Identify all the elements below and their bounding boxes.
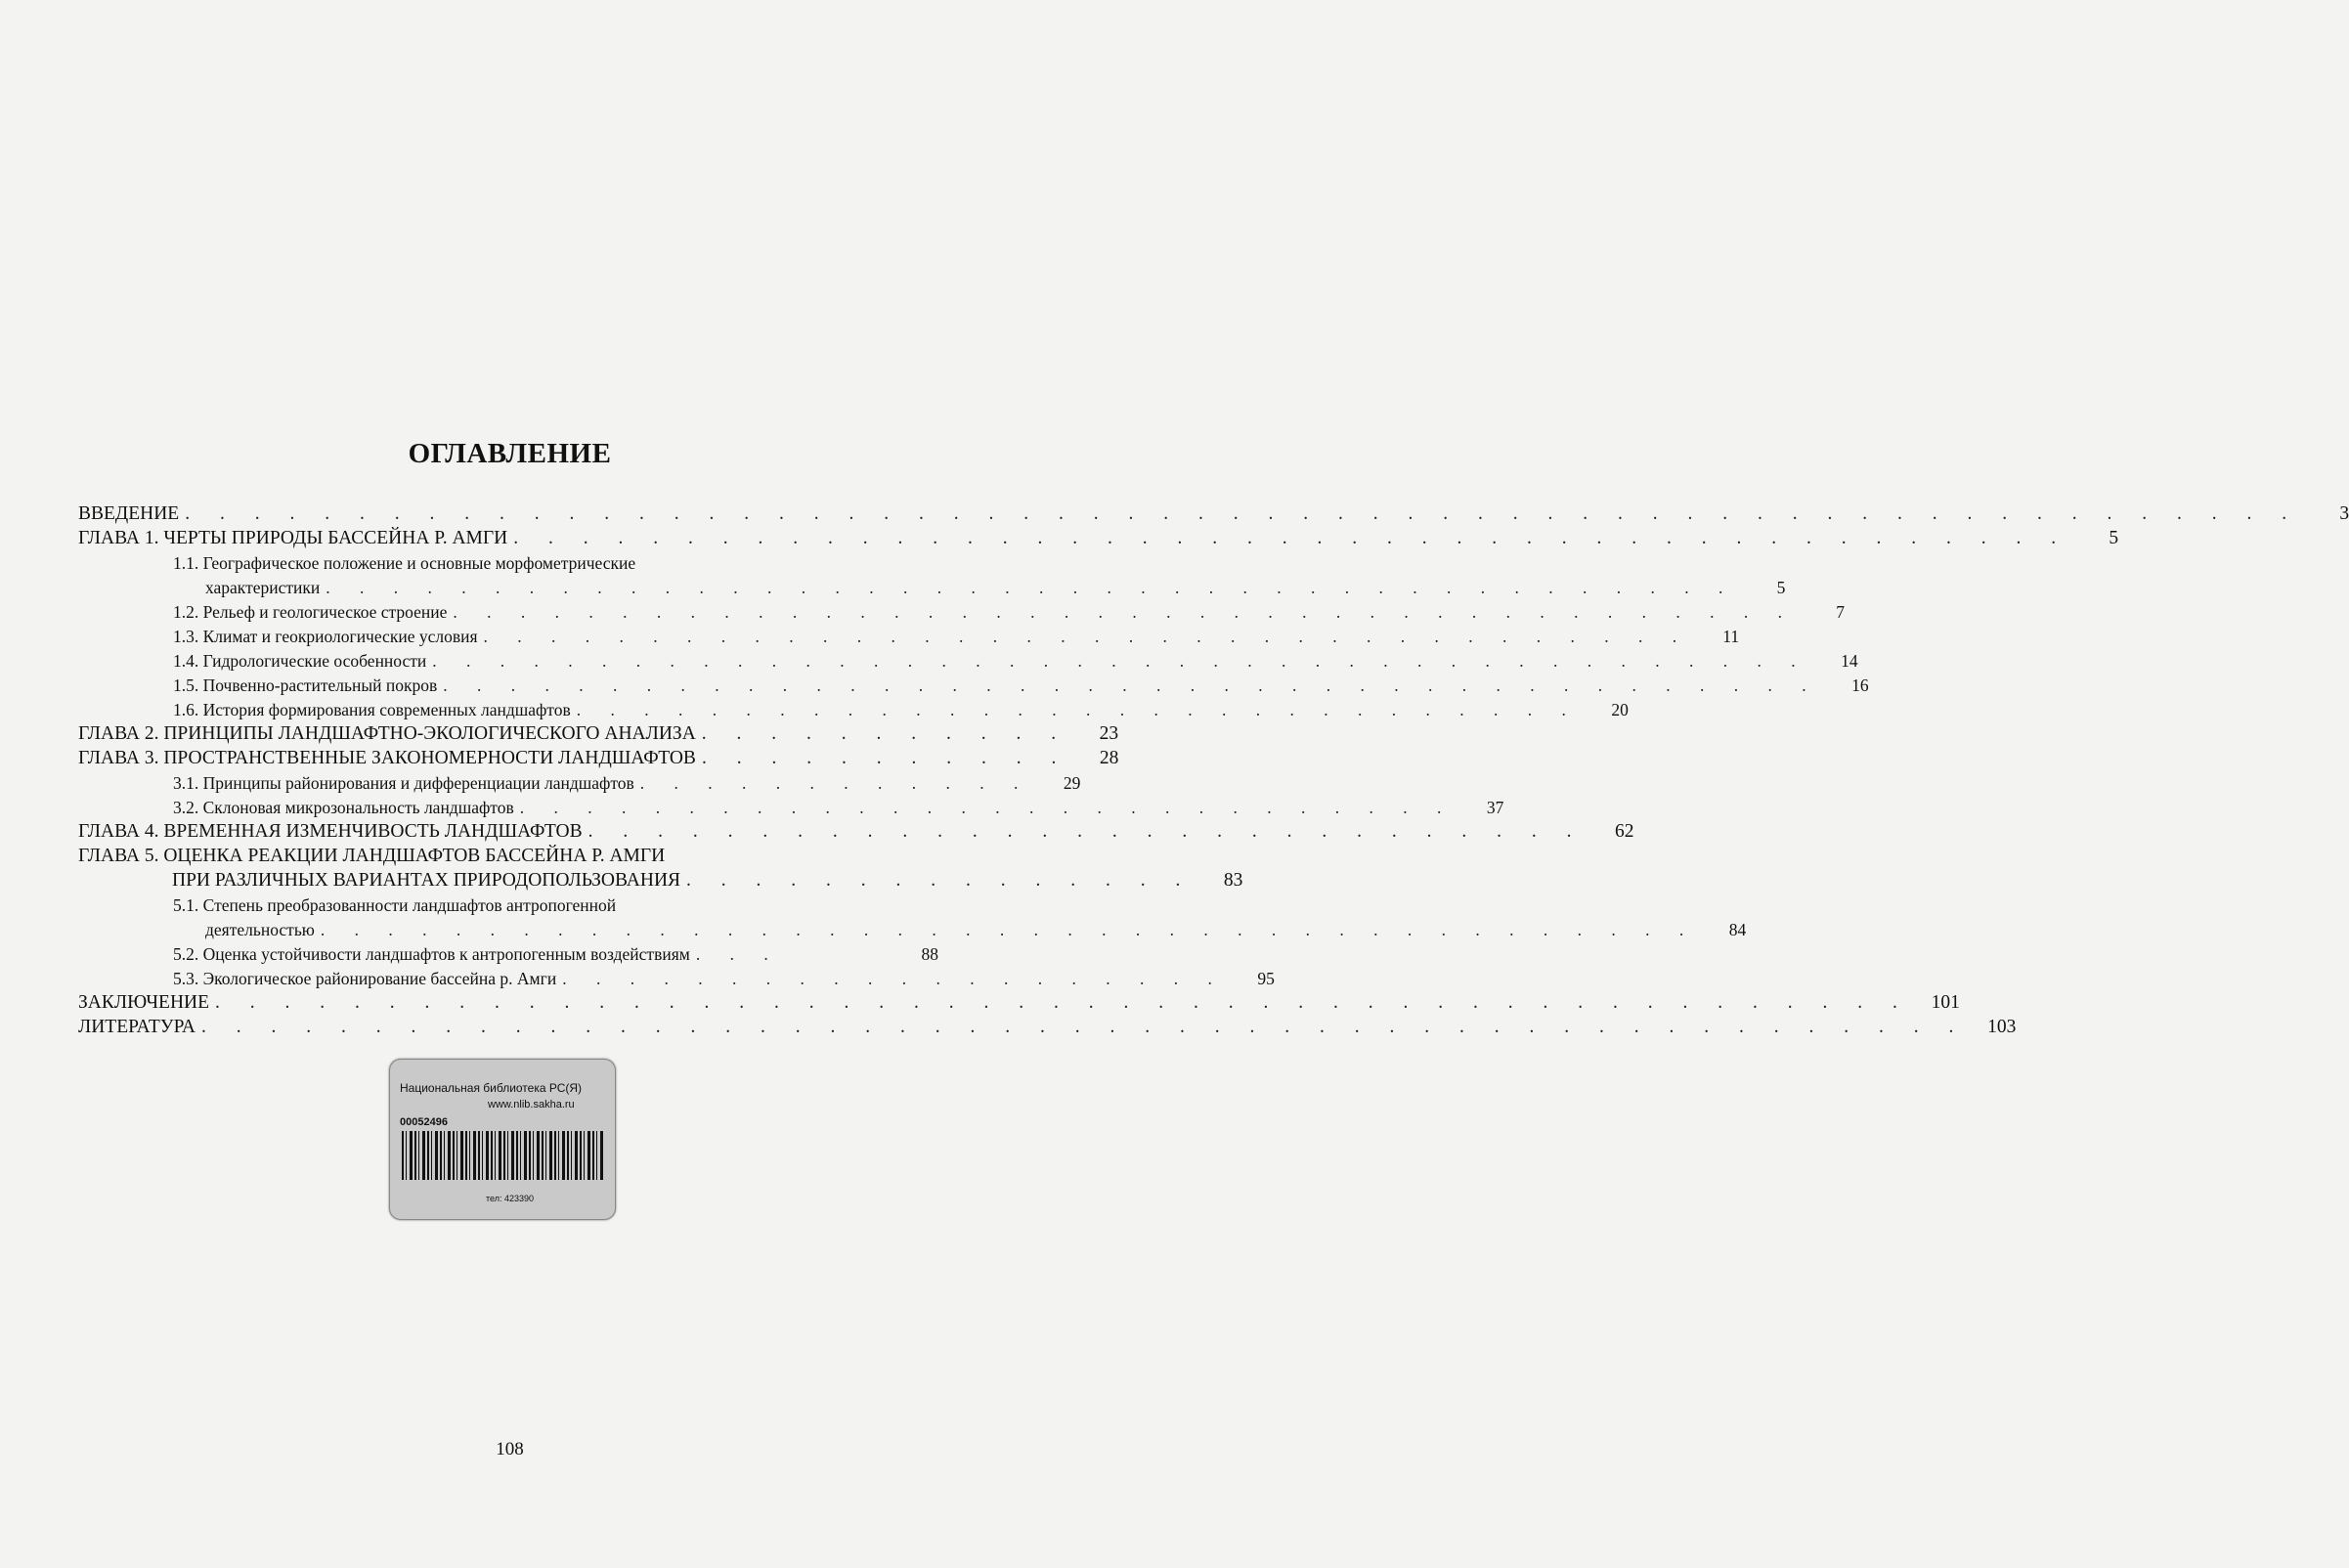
toc-entry-title: 1.2. Рельеф и геологическое строение	[173, 602, 448, 622]
toc-entry-title: ВВЕДЕНИЕ	[78, 503, 180, 524]
toc-entry-title: 5.3. Экологическое районирование бассейна р. Амги	[173, 969, 557, 988]
toc-entry-page: 88	[921, 944, 938, 964]
toc-entry-page: 5	[2109, 528, 2119, 548]
toc-entry-title: ПРИ РАЗЛИЧНЫХ ВАРИАНТАХ ПРИРОДОПОЛЬЗОВАНИЯ	[172, 870, 681, 891]
toc-entry-title: ГЛАВА 4. ВРЕМЕННАЯ ИЗМЕНЧИВОСТЬ ЛАНДШАФТОВ	[78, 821, 583, 842]
toc-entry-1-5[interactable]	[78, 672, 1869, 696]
dot-leader: . . . . . . . . . . . . . . . . . . . . . . . . . . . . . . . . . . . . . . . . .	[320, 920, 1697, 939]
toc-entry-page: 11	[1722, 627, 1740, 646]
toc-entry-title: 1.3. Климат и геокриологические условия	[173, 627, 478, 646]
toc-entry-chapter-4[interactable]	[78, 818, 1634, 843]
toc-entry-page: 3	[2339, 503, 2349, 524]
dot-leader: . . . . . . . . . . . . . . . . . . . . . . . . . . . .	[519, 798, 1455, 817]
toc-entry-3-1[interactable]	[78, 769, 1081, 794]
toc-entry-1-2[interactable]	[78, 598, 1846, 623]
toc-entry-1-3[interactable]	[78, 623, 1740, 647]
toc-entry-1-4[interactable]	[78, 647, 1858, 672]
page-number: 108	[496, 1439, 524, 1459]
toc-entry-title: 3.2. Склоновая микрозональность ландшафтов	[173, 798, 514, 817]
toc-entry-page: 28	[1099, 748, 1119, 768]
inventory-code: 00052496	[400, 1116, 448, 1128]
toc-entry-5-2[interactable]	[78, 940, 938, 965]
dot-leader: . . . . . . . . . . . . . . . . . . . . . . . . . . . . . . . . . . . . . . . . . . . . . . . . . . . . . . . . . . . . .	[185, 503, 2300, 524]
toc-entry-intro[interactable]	[78, 501, 2349, 525]
dot-leader: . . . . . . . . . . . . . . . . . . . . . . . . . . . . . .	[576, 700, 1579, 719]
toc-entry-1-6[interactable]	[78, 696, 1629, 720]
dot-leader: . . . . . . . . . . . . . . . . . . . . . . . . . . . . . . . . . . . . . . . . .	[432, 651, 1808, 671]
toc-entry-title: 5.1. Степень преобразованности ландшафтов антропогенной	[173, 895, 617, 915]
library-name: Национальная библиотека РС(Я)	[400, 1081, 583, 1095]
toc-entry-page: 29	[1063, 773, 1081, 793]
toc-entry-title: деятельностью	[205, 920, 315, 939]
library-phone: тел: 423390	[486, 1194, 535, 1203]
toc-entry-chapter-5[interactable]	[78, 843, 938, 867]
toc-entry-page: 84	[1728, 920, 1747, 939]
toc-entry-conclusion[interactable]	[78, 989, 1960, 1014]
toc-entry-page: 16	[1851, 675, 1869, 695]
toc-entry-title: ГЛАВА 5. ОЦЕНКА РЕАКЦИИ ЛАНДШАФТОВ БАССЕЙНА Р. АМГИ	[78, 846, 666, 866]
toc-entry-5-1[interactable]	[78, 892, 938, 916]
dot-leader: . . . . . . . . . . . . . . . . . . . . . . . . . . . . . . . . . . . . . . . . . . . . . . . . . . .	[201, 1017, 1967, 1037]
dot-leader: . . . . . . . . . . . . . . .	[686, 870, 1194, 891]
dot-leader: . . . . . . . . . . . . . . . . . . . . . . . . . . . . . . . . . . . . . . . .	[453, 602, 1796, 622]
dot-leader: . . . . . . . . . . . . . . . . . . . .	[562, 969, 1225, 988]
toc-entry-title: ГЛАВА 3. ПРОСТРАНСТВЕННЫЕ ЗАКОНОМЕРНОСТИ ЛАНДШАФТОВ	[78, 748, 696, 768]
dot-leader: . . . . . . . . . . . . . . . . . . . . . . . . . . . . .	[587, 821, 1585, 842]
toc-entry-title: 1.5. Почвенно-растительный покров	[173, 675, 438, 695]
toc-entry-title: ЛИТЕРАТУРА	[78, 1017, 196, 1037]
toc-entry-page: 20	[1611, 700, 1629, 719]
toc-entry-title: 1.6. История формирования современных ландшафтов	[173, 700, 571, 719]
toc-entry-page: 14	[1841, 651, 1858, 671]
dot-leader: . . . . . . . . . . .	[701, 723, 1069, 744]
toc-entry-page: 83	[1223, 870, 1243, 891]
toc-entry-page: 62	[1615, 821, 1634, 842]
toc-entry-3-2[interactable]	[78, 794, 1504, 818]
toc-entry-chapter-2[interactable]	[78, 720, 1119, 745]
toc-entry-5-1-cont[interactable]	[78, 916, 1747, 940]
toc-entry-title: 1.1. Географическое положение и основные морфометрические	[173, 553, 636, 573]
toc-entry-page: 101	[1931, 992, 1960, 1013]
toc-entry-page: 37	[1486, 798, 1504, 817]
dot-leader: . . . . . . . . . . . .	[639, 773, 1031, 793]
dot-leader: . . . . . . . . . . . . . . . . . . . . . . . . . . . . . . . . . . . . . . . . . . . . . . . . .	[215, 992, 1910, 1013]
dot-leader: . . . . . . . . . . . . . . . . . . . . . . . . . . . . . . . . . . . . . . . . .	[443, 675, 1819, 695]
dot-leader: . . . . . . . . . . . . . . . . . . . . . . . . . . . . . . . . . . . . . . . . . . . . .	[513, 528, 2069, 548]
table-of-contents	[78, 501, 2349, 1038]
toc-entry-chapter-5-cont[interactable]	[78, 867, 1243, 892]
toc-entry-title: характеристики	[205, 578, 321, 597]
toc-entry-page: 7	[1836, 602, 1846, 622]
dot-leader: . . . . . . . . . . . . . . . . . . . . . . . . . . . . . . . . . . . .	[483, 627, 1690, 646]
dot-leader: . . . . . . . . . . .	[701, 748, 1069, 768]
toc-entry-chapter-1[interactable]	[78, 525, 2119, 549]
barcode-icon	[402, 1131, 603, 1180]
toc-entry-5-3[interactable]	[78, 965, 1275, 989]
toc-entry-title: ГЛАВА 1. ЧЕРТЫ ПРИРОДЫ БАССЕЙНА Р. АМГИ	[78, 528, 508, 548]
toc-entry-page: 95	[1257, 969, 1275, 988]
toc-entry-chapter-3[interactable]	[78, 745, 1119, 769]
toc-entry-page: 103	[1987, 1017, 2017, 1037]
dot-leader: . . . . . . . . . . . . . . . . . . . . . . . . . . . . . . . . . . . . . . . . . .	[326, 578, 1736, 597]
toc-entry-title: ЗАКЛЮЧЕНИЕ	[78, 992, 210, 1013]
toc-entry-1-1[interactable]	[78, 549, 938, 574]
toc-entry-title: 1.4. Гидрологические особенности	[173, 651, 427, 671]
toc-entry-title: 3.1. Принципы районирования и дифференциации ландшафтов	[173, 773, 634, 793]
toc-entry-title: ГЛАВА 2. ПРИНЦИПЫ ЛАНДШАФТНО-ЭКОЛОГИЧЕСКОГО АНАЛИЗА	[78, 723, 696, 744]
toc-entry-title: 5.2. Оценка устойчивости ландшафтов к антропогенным воздействиям	[173, 944, 690, 964]
dot-leader: . . .	[695, 944, 781, 964]
toc-entry-1-1-cont[interactable]	[78, 574, 1786, 598]
toc-entry-page: 23	[1099, 723, 1119, 744]
library-url: www.nlib.sakha.ru	[488, 1099, 575, 1111]
toc-entry-literature[interactable]	[78, 1014, 2017, 1038]
library-barcode-sticker	[389, 1059, 616, 1220]
toc-heading: ОГЛАВЛЕНИЕ	[408, 438, 612, 469]
toc-entry-page: 5	[1776, 578, 1786, 597]
